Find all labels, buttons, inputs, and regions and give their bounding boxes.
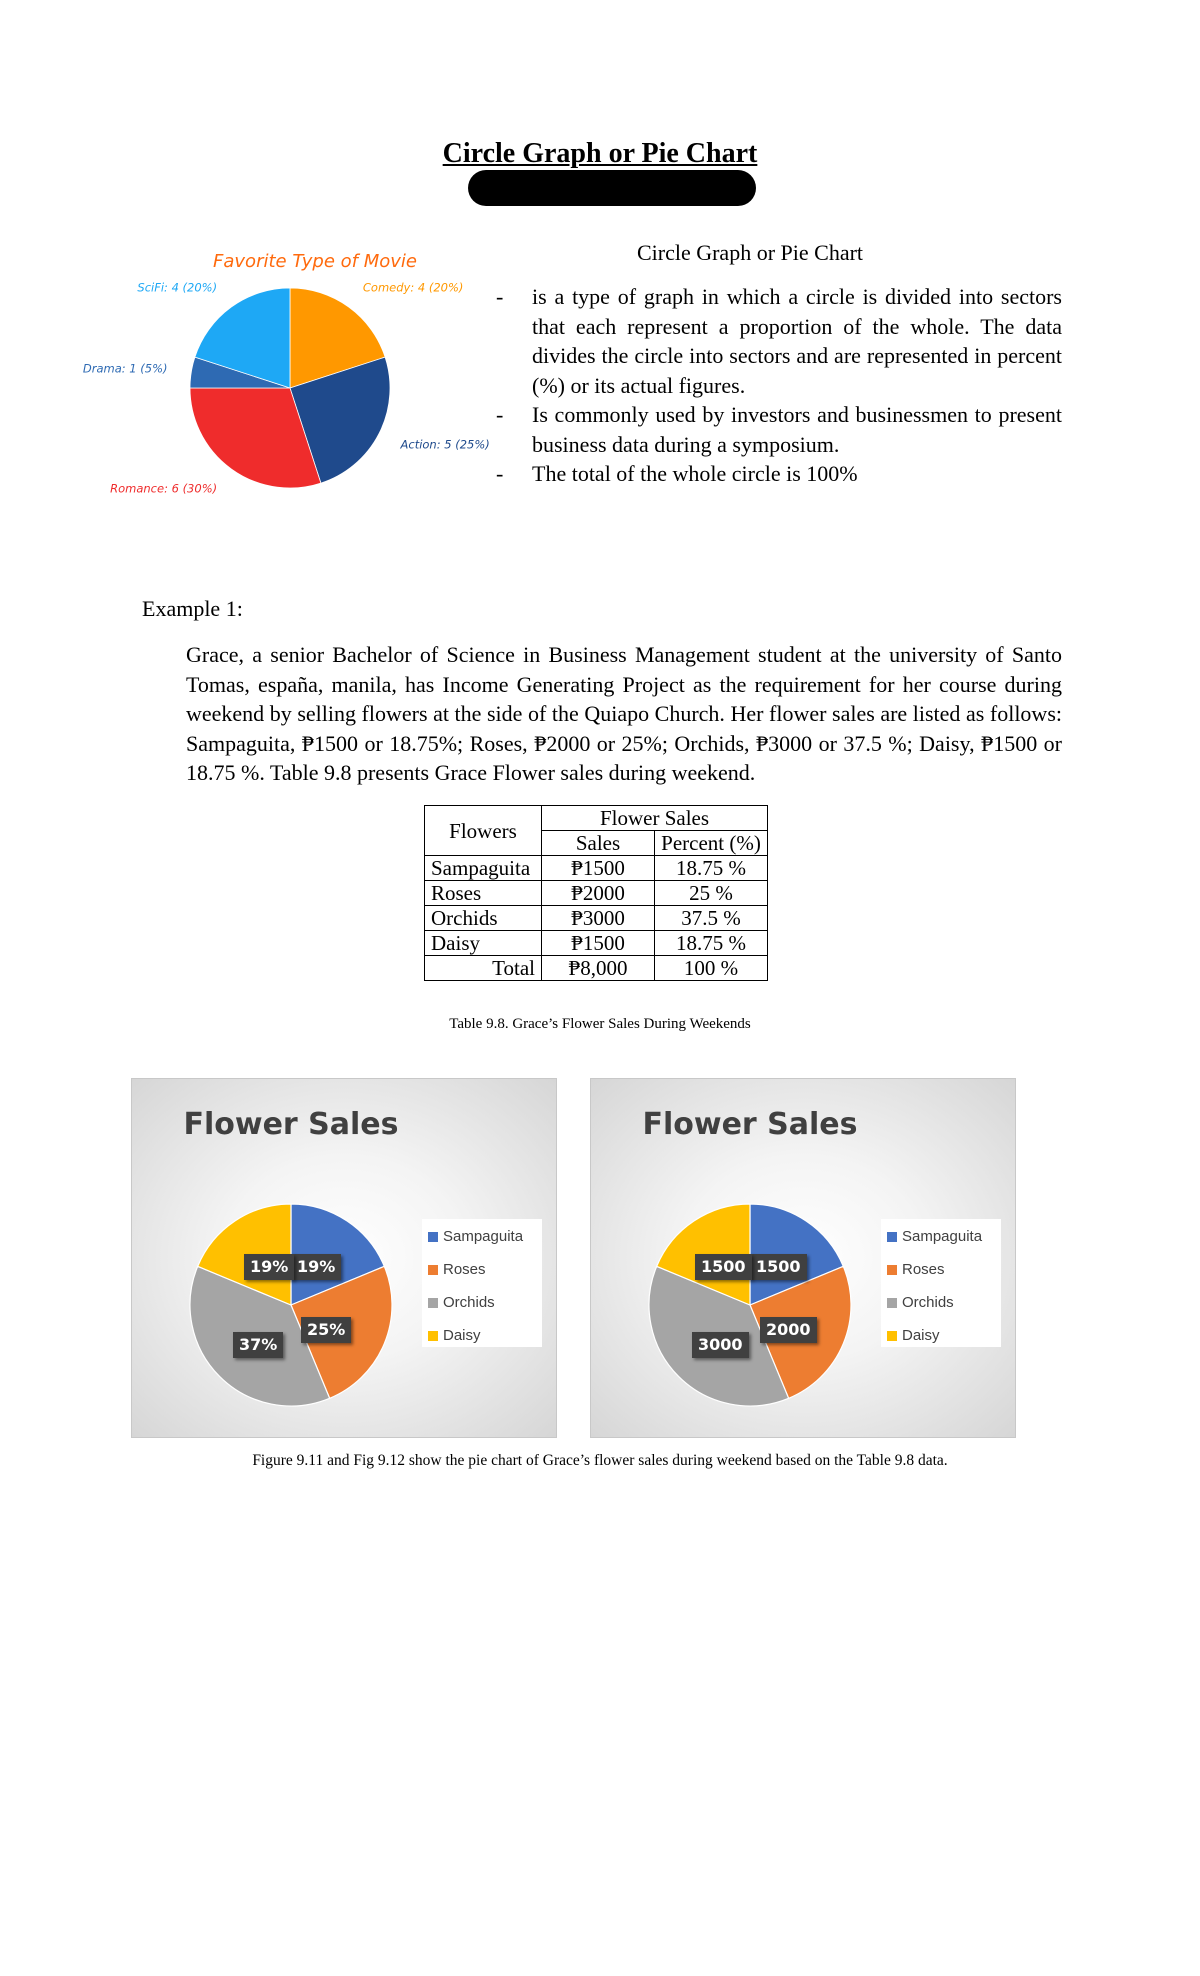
legend-label: Daisy — [443, 1327, 481, 1344]
bullet-dash: - — [496, 461, 504, 486]
legend-swatch — [428, 1298, 438, 1308]
movie-slice-label: SciFi: 4 (20%) — [137, 280, 218, 295]
legend-item — [887, 1293, 954, 1313]
cell-flower: Orchids — [425, 906, 542, 931]
col-flowers-header: Flowers — [425, 806, 542, 856]
legend-item — [428, 1293, 495, 1313]
data-label-sampaguita: 1500 — [750, 1254, 807, 1280]
chart-title: Flower Sales — [642, 1107, 858, 1142]
flower-sales-table — [424, 805, 768, 981]
definition-text: Is commonly used by investors and businessmen to present business data during a symposium. — [532, 402, 1062, 457]
definition-item — [496, 459, 1062, 489]
cell-total-percent: 100 % — [655, 956, 768, 981]
cell-total-sales: ₱8,000 — [542, 956, 655, 981]
table-row — [425, 906, 768, 931]
col-sales-header: Sales — [542, 831, 655, 856]
legend-swatch — [428, 1331, 438, 1341]
legend-swatch — [887, 1331, 897, 1341]
figure-caption: Figure 9.11 and Fig 9.12 show the pie chart of Grace’s flower sales during weekend based on the Table 9.8 data. — [252, 1452, 948, 1469]
legend-item — [428, 1326, 481, 1346]
table-total-row — [425, 956, 768, 981]
legend-swatch — [887, 1232, 897, 1242]
cell-percent: 37.5 % — [655, 906, 768, 931]
cell-sales: ₱1500 — [542, 931, 655, 956]
legend-item — [887, 1227, 982, 1247]
legend-swatch — [428, 1232, 438, 1242]
bullet-dash: - — [496, 402, 504, 427]
movie-chart — [82, 240, 500, 505]
legend-swatch — [887, 1265, 897, 1275]
cell-total-label: Total — [425, 956, 542, 981]
chart-legend — [881, 1219, 1001, 1347]
definition-item — [496, 282, 1062, 400]
data-label-daisy: 19% — [244, 1254, 294, 1280]
legend-item — [887, 1326, 940, 1346]
page-title: Circle Graph or Pie Chart — [442, 138, 758, 169]
flower-sales-chart-values — [590, 1078, 1016, 1438]
cell-flower: Sampaguita — [425, 856, 542, 881]
table-row — [425, 881, 768, 906]
legend-label: Sampaguita — [443, 1228, 524, 1245]
legend-label: Orchids — [902, 1294, 954, 1311]
legend-swatch — [428, 1265, 438, 1275]
group-header: Flower Sales — [542, 806, 768, 831]
data-label-orchids: 37% — [233, 1332, 283, 1358]
definition-text: is a type of graph in which a circle is divided into sectors that each represent a proportion of the whole. The data divides the circle into sectors and are represented in percent (%) or its actual figures. — [532, 284, 1062, 398]
legend-label: Orchids — [443, 1294, 495, 1311]
example-paragraph: Grace, a senior Bachelor of Science in Business Management student at the university of Santo Tomas, españa, manila, has Income Generating Project as the requirement for her course during weekend by selling flowers at the side of the Quiapo Church. Her flower sales are listed as follows: Sampaguita, ₱1500 or 18.75%; Roses, ₱2000 or 25%; Orchids, ₱3000 or 37.5 %; Daisy, ₱1500 or 18.75 %. Table 9.8 presents Grace Flower sales during weekend. — [186, 642, 1062, 785]
cell-percent: 18.75 % — [655, 856, 768, 881]
chart-legend — [422, 1219, 542, 1347]
movie-slice-label: Drama: 1 (5%) — [82, 361, 168, 376]
legend-swatch — [887, 1298, 897, 1308]
movie-chart-title: Favorite Type of Movie — [213, 251, 417, 272]
definition-text: The total of the whole circle is 100% — [532, 461, 858, 486]
movie-pie-svg — [82, 240, 500, 505]
definition-list — [496, 282, 1062, 489]
example-label: Example 1: — [142, 596, 243, 621]
legend-item — [428, 1260, 486, 1280]
redaction-bar — [468, 170, 756, 206]
cell-percent: 18.75 % — [655, 931, 768, 956]
cell-flower: Roses — [425, 881, 542, 906]
legend-item — [428, 1227, 523, 1247]
movie-slice-label: Action: 5 (25%) — [400, 437, 490, 452]
legend-label: Daisy — [902, 1327, 940, 1344]
table-caption: Table 9.8. Grace’s Flower Sales During Weekends — [449, 1016, 751, 1032]
definition-heading: Circle Graph or Pie Chart — [636, 240, 864, 265]
data-label-roses: 25% — [301, 1317, 351, 1343]
movie-slice-label: Romance: 6 (30%) — [110, 481, 218, 496]
table-header-row — [425, 806, 768, 831]
data-label-roses: 2000 — [760, 1317, 817, 1343]
data-label-orchids: 3000 — [692, 1332, 749, 1358]
definition-item — [496, 400, 1062, 459]
legend-item — [887, 1260, 945, 1280]
flower-sales-chart-percent — [131, 1078, 557, 1438]
chart-title: Flower Sales — [183, 1107, 399, 1142]
legend-label: Roses — [902, 1261, 945, 1278]
data-label-sampaguita: 19% — [291, 1254, 341, 1280]
movie-slice-label: Comedy: 4 (20%) — [362, 280, 464, 295]
col-percent-header: Percent (%) — [655, 831, 768, 856]
cell-flower: Daisy — [425, 931, 542, 956]
bullet-dash: - — [496, 284, 504, 309]
data-label-daisy: 1500 — [695, 1254, 752, 1280]
cell-sales: ₱3000 — [542, 906, 655, 931]
cell-percent: 25 % — [655, 881, 768, 906]
legend-label: Sampaguita — [902, 1228, 983, 1245]
cell-sales: ₱2000 — [542, 881, 655, 906]
table-row — [425, 931, 768, 956]
cell-sales: ₱1500 — [542, 856, 655, 881]
table-row — [425, 856, 768, 881]
legend-label: Roses — [443, 1261, 486, 1278]
